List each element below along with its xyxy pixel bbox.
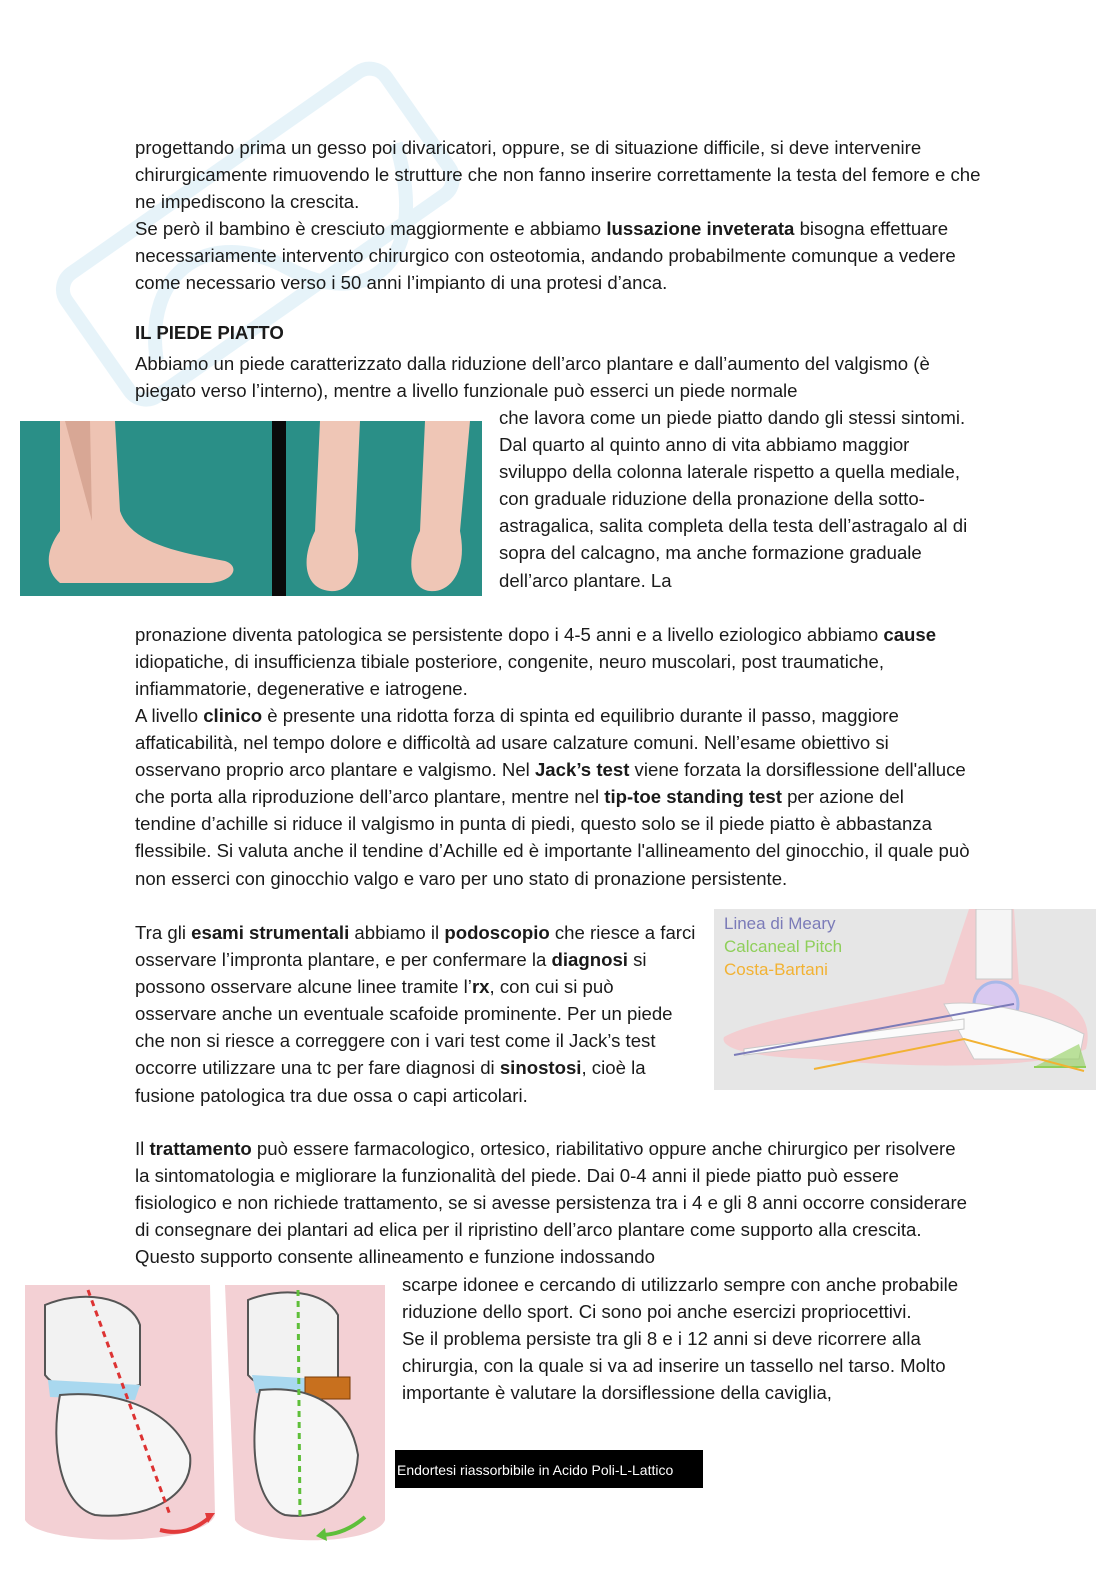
- flatfoot-symptoms: che lavora come un piede piatto dando gli stessi sintomi. Dal quarto al quinto anno di vita abbiamo maggior sviluppo della colonna laterale rispetto a quella mediale, con graduale riduzione della pronazione della sotto-astragalica, salita completa della testa dell’astragalo al di sopra del calcagno, ma anche formazione graduale dell’arco plantare. La: [499, 407, 968, 591]
- legend-costa-bartani: Costa-Bartani: [724, 960, 828, 979]
- section-title: IL PIEDE PIATTO: [135, 322, 284, 343]
- xray-lines-figure: [714, 909, 1096, 1090]
- clinical-paragraph: A livello clinico è presente una ridotta forza di spinta ed equilibrio durante il passo, maggiore affaticabilità, nel tempo dolore e difficoltà ad usare calzature comuni. Nell’esame obiettivo si osservano proprio arco plantare e valgismo. Nel Jack’s test viene forzata la dorsiflessione dell'alluce che porta alla riproduzione dell’arco plantare, mentre nel tip-toe standing test per azione del tendine d’achille si riduce il valgismo in punta di piedi, questo solo se il piede piatto è abbastanza flessibile. Si valuta anche il tendine d’Achille ed è importante l'allineamento del ginocchio, il quale può non esserci con ginocchio valgo e varo per uno stato di pronazione persistente.: [135, 705, 970, 889]
- legend-calcaneal-pitch: Calcaneal Pitch: [724, 937, 843, 956]
- figure-caption: Endortesi riassorbibile in Acido Poli-L-Lattico: [395, 1450, 703, 1488]
- flatfoot-definition: Abbiamo un piede caratterizzato dalla riduzione dell’arco plantare e dall’aumento del valgismo (è piegato verso l’interno), mentre a livello funzionale può esserci un piede normale: [135, 353, 930, 402]
- treatment-continued: scarpe idonee e cercando di utilizzarlo sempre con anche probabile riduzione dello sport. Ci sono poi anche esercizi propriocettivi. Se il problema persiste tra gli 8 e i 12 anni si deve ricorrere alla chirurgia, con la quale si va ad inserire un tassello nel tarso. Molto importante è valutare la dorsiflessione della caviglia,: [402, 1274, 959, 1404]
- subtalar-endorthesis-illustration: [20, 1285, 386, 1547]
- legend-meary: Linea di Meary: [724, 914, 836, 933]
- treatment-paragraph: Il trattamento può essere farmacologico, ortesico, riabilitativo oppure anche chirurgico per risolvere la sintomatologia e migliorare la funzionalità del piede. Dai 0-4 anni il piede piatto può essere fisiologico e non richiede trattamento, se si avesse persistenza tra i 4 e gli 8 anni occorre considerare di consegnare dei plantari ad elica per il ripristino dell’arco plantare come supporto alla crescita. Questo supporto consente allineamento e funzione indossando: [135, 1138, 967, 1268]
- instrumental-exams-paragraph: Tra gli esami strumentali abbiamo il podoscopio che riesce a farci osservare l’impronta plantare, e per confermare la diagnosi si possono osservare alcune linee tramite l’rx, con cui si può osservare anche un eventuale scafoide prominente. Per un piede che non si riesce a correggere con i vari test come il Jack’s test occorre utilizzare una tc per fare diagnosi di sinostosi, cioè la fusione patologica tra due ossa o capi articolari.: [135, 922, 696, 1106]
- flatfoot-photo: [20, 421, 482, 596]
- pronation-paragraph: pronazione diventa patologica se persistente dopo i 4-5 anni e a livello eziologico abbiamo cause idiopatiche, di insufficienza tibiale posteriore, congenite, neuro muscolari, post traumatiche, infiammatorie, degenerative e iatrogene.: [135, 624, 937, 700]
- intro-paragraph: progettando prima un gesso poi divaricatori, oppure, se di situazione difficile, si deve intervenire chirurgicamente rimuovendo le strutture che non fanno inserire correttamente la testa del femore e che ne impediscono la crescita. Se però il bambino è cresciuto maggiormente e abbiamo lussazione inveterata bisogna effettuare necessariamente intervento chirurgico con osteotomia, andando probabilmente comunque a vedere come necessario verso i 50 anni l’impianto di una protesi d’anca.: [135, 137, 981, 294]
